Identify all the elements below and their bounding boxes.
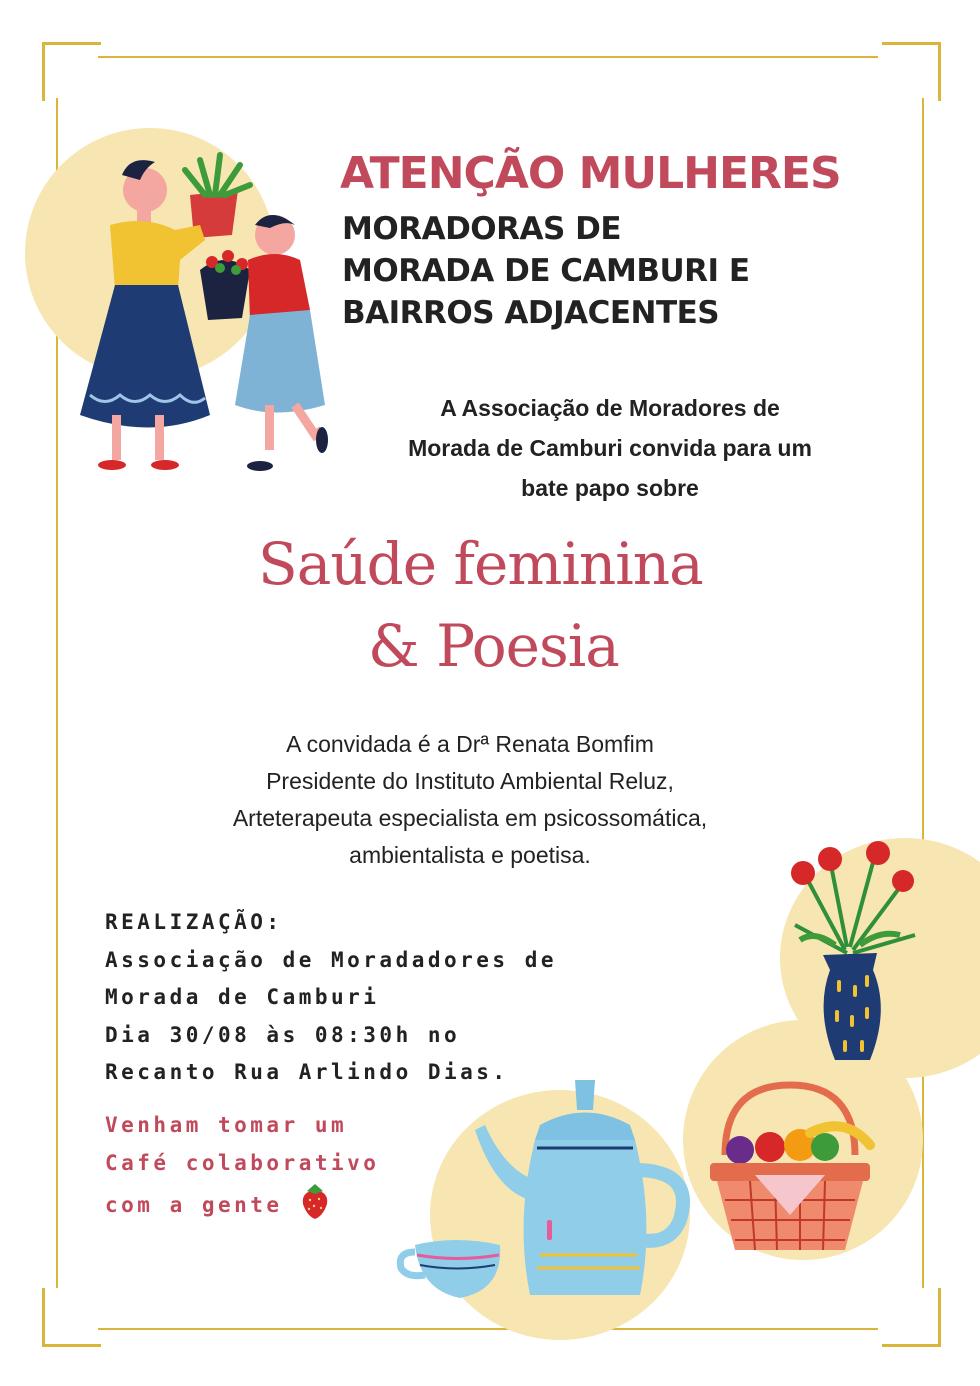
intro-text <box>360 388 860 508</box>
invitation-line-text: com a gente <box>105 1193 283 1217</box>
rose-vase-illustration <box>775 835 925 1065</box>
organizer-line: Recanto Rua Arlindo Dias. <box>105 1060 509 1084</box>
invitation-line: Venham tomar um <box>105 1113 348 1137</box>
invitation-line: Café colaborativo <box>105 1151 380 1175</box>
intro-line: Morada de Camburi convida para um <box>408 435 812 461</box>
main-heading: ATENÇÃO MULHERES <box>340 148 841 199</box>
subheading-line: MORADA DE CAMBURI E <box>342 253 750 289</box>
guest-line: Arteterapeuta especialista em psicossomática, <box>232 805 708 831</box>
guest-line: A convidada é a Drª Renata Bomfim <box>286 731 654 757</box>
invitation-line <box>105 1182 379 1224</box>
intro-line: A Associação de Moradores de <box>440 395 780 421</box>
subheading-line: MORADORAS DE <box>342 211 622 247</box>
teacup-illustration <box>395 1230 515 1305</box>
guest-line: ambientalista e poetisa. <box>349 842 591 868</box>
event-title-line: Saúde feminina <box>258 530 703 598</box>
guest-line: Presidente do Instituto Ambiental Reluz, <box>266 768 674 794</box>
fruit-basket-illustration <box>695 1075 885 1265</box>
event-title-line: & Poesia <box>368 612 619 680</box>
guest-description <box>160 726 780 874</box>
organizer-label: REALIZAÇÃO: <box>105 910 283 934</box>
subheading-line: BAIRROS ADJACENTES <box>342 295 720 331</box>
organizer-line: Dia 30/08 às 08:30h no <box>105 1022 461 1047</box>
organizer-block <box>105 904 557 1092</box>
organizer-line: Associação de Moradadores de <box>105 947 558 972</box>
women-with-plants-illustration <box>60 150 350 490</box>
strawberry-icon <box>299 1182 331 1220</box>
organizer-line: Morada de Camburi <box>105 985 380 1009</box>
cafe-invitation <box>105 1106 379 1224</box>
intro-line: bate papo sobre <box>521 475 699 501</box>
